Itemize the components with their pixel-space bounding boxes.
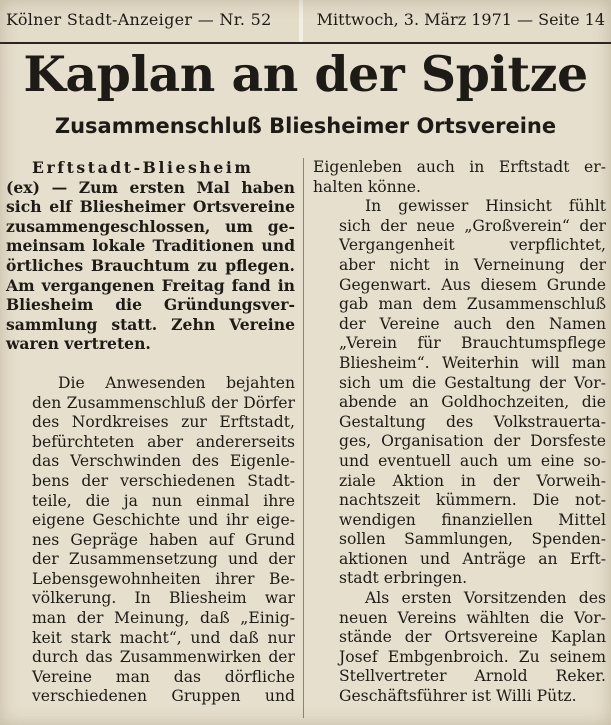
continued-paragraph (313, 158, 606, 197)
text-line: ges, Organisation der Dorsfeste (339, 432, 606, 451)
text-line: eigene Geschichte und ihr eige- (32, 511, 295, 530)
text-line: Vereine man das dörfliche (32, 667, 295, 686)
text-line: sammlung statt. Zehn Vereine (6, 314, 295, 334)
text-line: nachtszeit kümmern. Die not- (339, 491, 606, 510)
column-rule (303, 158, 304, 718)
article-headline: Kaplan an der Spitze (23, 45, 588, 103)
article-subheadline: Zusammenschluß Bliesheimer Ortsvereine (54, 114, 557, 138)
text-line: Josef Embgenbroich. Zu seinem (339, 647, 606, 666)
text-line: meinsam lokale Traditionen und (6, 236, 295, 256)
body-paragraph (6, 374, 295, 707)
text-line: Stellvertreter Arnold Reker. (339, 667, 606, 686)
paragraph-gap (6, 354, 295, 374)
text-line: man der Meinung, daß „Einig- (32, 609, 295, 628)
text-line: das Verschwinden des Eigenle- (32, 452, 295, 471)
text-line: In gewisser Hinsicht fühlt (365, 197, 606, 216)
text-line: befürchteten aber andererseits (32, 432, 295, 451)
article-column-right (313, 158, 606, 707)
text-line: Gegenwart. Aus diesem Grunde (339, 275, 606, 294)
text-line: sollen Sammlungen, Spenden- (339, 530, 606, 549)
text-line: abende an Goldhochzeiten, die (339, 393, 606, 412)
body-paragraph (313, 589, 606, 707)
text-line: und eventuell auch um eine so- (339, 451, 606, 470)
text-line: waren vertreten. (6, 334, 151, 354)
masthead-date-page: Mittwoch, 3. März 1971 — Seite 14 (316, 10, 605, 29)
text-line: gab man dem Zusammenschluß (339, 295, 606, 314)
text-line: aber nicht in Verneinung der (339, 255, 606, 274)
text-line: sich der neue „Großverein“ der (339, 216, 606, 235)
text-line: Als ersten Vorsitzenden des (365, 589, 606, 608)
text-line: nes Gepräge haben auf Grund (32, 530, 295, 549)
text-line: halten könne. (313, 177, 421, 196)
text-line: sich um die Gestaltung der Vor- (339, 373, 606, 392)
text-line: des Nordkreises zur Erftstadt, (32, 413, 295, 432)
masthead-divider (299, 0, 303, 42)
text-line: Vergangenheit verpflichtet, (339, 236, 606, 255)
text-line: stadt erbringen. (339, 569, 468, 588)
text-line: wendigen finanziellen Mittel (339, 510, 606, 529)
text-line: keit stark macht“, und daß nur (32, 628, 295, 647)
text-line: Bliesheim die Gründungsver- (6, 295, 295, 315)
dateline: Erftstadt-Bliesheim (32, 158, 254, 177)
text-line: (ex) — Zum ersten Mal haben (6, 177, 295, 197)
text-line: Eigenleben auch in Erftstadt er- (313, 158, 606, 176)
article-column-left (6, 158, 295, 707)
text-line: zusammengeschlossen, um ge- (6, 216, 295, 236)
text-line: neuen Vereins wählten die Vor- (339, 608, 606, 627)
text-line: örtliches Brauchtum zu pflegen. (6, 255, 295, 275)
text-line: Bliesheim“. Weiterhin will man (339, 353, 606, 372)
text-line: ziale Aktion in der Vorweih- (339, 471, 606, 490)
text-line: teile, die ja nun einmal ihre (32, 491, 295, 510)
text-line: Gestaltung des Volkstrauerta- (339, 412, 606, 431)
text-line: durch das Zusammenwirken der (32, 648, 295, 667)
text-line: Die Anwesenden bejahten (58, 373, 295, 392)
text-line: stände der Ortsvereine Kaplan (339, 628, 606, 647)
text-line: den Zusammenschluß der Dörfer (32, 393, 295, 412)
text-line: Lebensgewohnheiten ihrer Be- (32, 569, 295, 588)
lead-paragraph (6, 158, 295, 354)
text-line: der Vereine auch den Namen (339, 314, 606, 333)
text-line: „Verein für Brauchtumspflege (339, 334, 606, 353)
text-line: verschiedenen Gruppen und (32, 687, 295, 706)
masthead-publication: Kölner Stadt-Anzeiger — Nr. 52 (6, 10, 272, 29)
text-line: sich elf Bliesheimer Ortsvereine (6, 197, 295, 217)
text-line: Geschäftsführer ist Willi Pütz. (339, 687, 577, 706)
body-paragraph (313, 197, 606, 589)
text-line: Am vergangenen Freitag fand in (6, 275, 295, 295)
text-line: bens der verschiedenen Stadt- (32, 471, 295, 490)
text-line: völkerung. In Bliesheim war (32, 589, 295, 608)
text-line: aktionen und Anträge an Erft- (339, 549, 606, 568)
text-line: der Zusammensetzung und der (32, 550, 295, 569)
masthead (0, 0, 611, 44)
